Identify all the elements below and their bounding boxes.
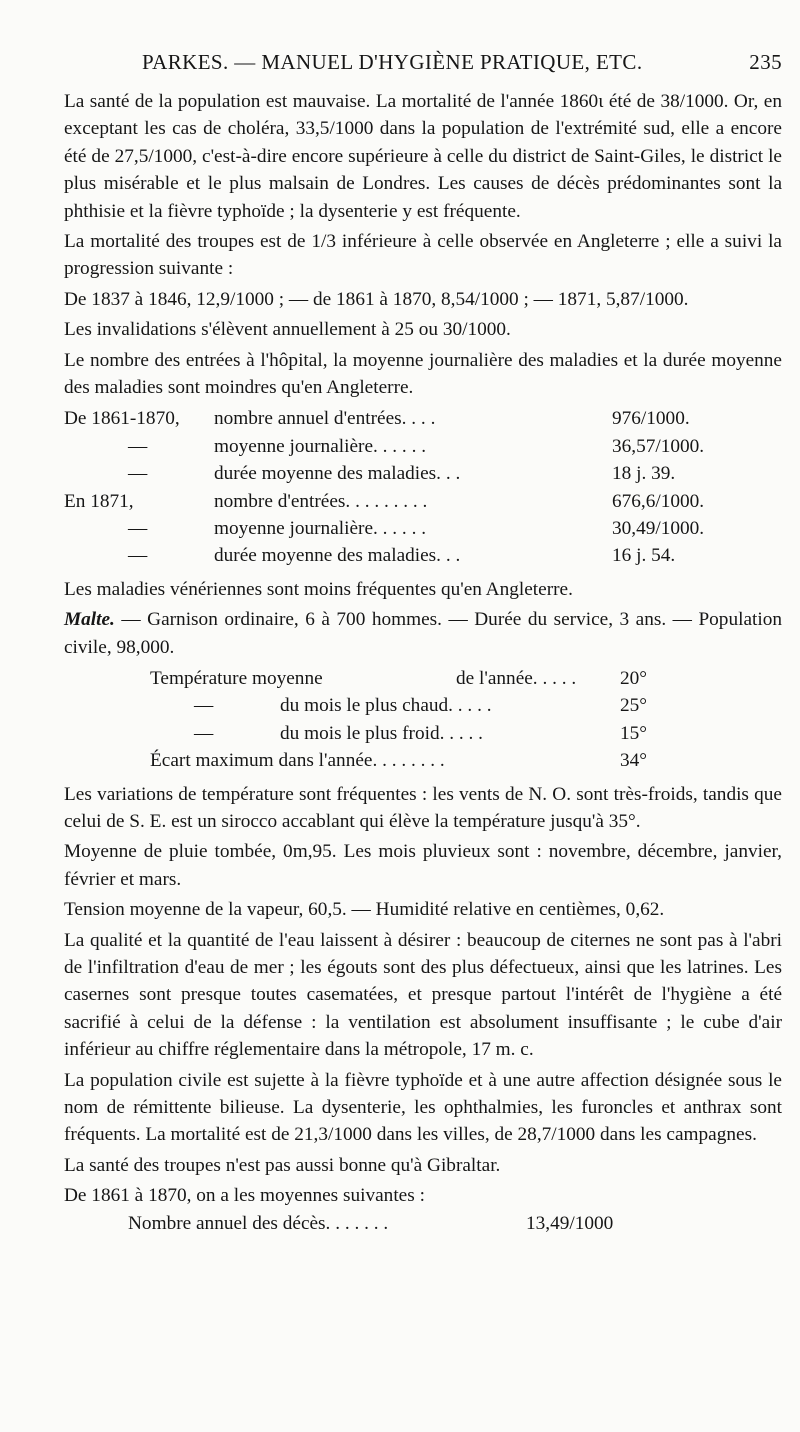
row-period: — — [128, 518, 148, 540]
paragraph-7 — [64, 606, 782, 661]
row-prefix: Température moyenne — [150, 668, 323, 690]
paragraph-10: Tension moyenne de la vapeur, 60,5. — Humidité relative en centièmes, 0,62. — [64, 899, 665, 921]
row-label: de l'année. . . . . — [456, 668, 577, 690]
row-label: du mois le plus froid. . . . . — [280, 722, 483, 744]
row-label: moyenne journalière. . . . . . — [214, 435, 427, 457]
row-label: nombre annuel d'entrées. . . . — [214, 408, 436, 430]
paragraph-7-text: — Garnison ordinaire, 6 à 700 hommes. — Durée du service, 3 ans. — Population civile, 98,000. — [64, 609, 782, 658]
row-label: nombre d'entrées. . . . . . . . . — [214, 490, 428, 512]
table-row — [64, 460, 782, 487]
paragraph-2: La mortalité des troupes est de 1/3 inférieure à celle observée en Angleterre ; elle a suivi la progression suivante : — [64, 231, 782, 280]
table-row — [64, 433, 782, 460]
table-row — [64, 542, 782, 569]
row-value: 13,49/1000 — [526, 1212, 614, 1234]
row-value: 15° — [620, 722, 647, 744]
row-period: — — [128, 545, 148, 567]
paragraph-5: Le nombre des entrées à l'hôpital, la moyenne journalière des maladies et la durée moyenne des maladies sont moindres qu'en Angleterre. — [64, 349, 782, 399]
row-label: Nombre annuel des décès. . . . . . . — [128, 1212, 389, 1234]
paragraph-6: Les maladies vénériennes sont moins fréquentes qu'en Angleterre. — [64, 578, 573, 600]
row-value: 16 j. 54. — [612, 545, 676, 567]
temperature-table — [64, 665, 782, 775]
row-label: durée moyenne des maladies. . . — [214, 545, 461, 567]
page-number: 235 — [749, 50, 782, 74]
paragraph-13: La santé des troupes n'est pas aussi bonne qu'à Gibraltar. — [64, 1154, 501, 1176]
paragraph-8: Les variations de température sont fréquentes : les vents de N. O. sont très-froids, tandis que celui de S. E. est un sirocco accablant qui élève la température jusqu'à 35°. — [64, 783, 782, 832]
row-period: — — [128, 435, 148, 457]
row-prefix: — — [194, 695, 214, 717]
row-value: 676,6/1000. — [612, 490, 705, 512]
row-label: durée moyenne des maladies. . . — [214, 463, 461, 485]
hospital-table — [64, 405, 782, 569]
table-row — [64, 405, 782, 432]
table-row — [64, 747, 782, 774]
paragraph-4: Les invalidations s'élèvent annuellement à 25 ou 30/1000. — [64, 319, 511, 341]
table-row — [64, 665, 782, 692]
table-row — [64, 692, 782, 719]
row-prefix: — — [194, 722, 214, 744]
row-value: 34° — [620, 750, 647, 772]
paragraph-3: De 1837 à 1846, 12,9/1000 ; — de 1861 à 1870, 8,54/1000 ; — 1871, 5,87/1000. — [64, 288, 689, 310]
table-row — [64, 720, 782, 747]
section-title-malte: Malte. — [64, 609, 115, 631]
paragraph-14: De 1861 à 1870, on a les moyennes suivantes : — [64, 1185, 425, 1207]
running-title: PARKES. — MANUEL D'HYGIÈNE PRATIQUE, ETC. — [142, 50, 643, 74]
paragraph-11: La qualité et la quantité de l'eau laissent à désirer : beaucoup de citernes ne sont pas à l'abri de l'infiltration d'eau de mer ; les égouts sont des plus défectueux, ainsi que les latrines. Les casernes sont presque toutes casematées, et presque partout l'intérêt de l'hygiène a été sacrifié à celui de la défense : la ventilation est absolument insuffisante ; le cube d'air inférieur au chiffre réglementaire dans la métropole, 17 m. c. — [64, 929, 782, 1061]
paragraph-1: La santé de la population est mauvaise. La mortalité de l'année 1860ι été de 38/1000. Or, en exceptant les cas de choléra, 33,5/1000 dans la population de l'extrémité sud, elle a encore été de 27,5/1000, c'est-à-dire encore supérieure à celle du district de Saint-Giles, le district le plus misérable et le plus malsain de Londres. Les causes de décès prédominantes sont la phthisie et la fièvre typhoïde ; la dysenterie y est fréquente. — [64, 91, 782, 222]
row-label: moyenne journalière. . . . . . — [214, 518, 427, 540]
row-period: En 1871, — [64, 490, 134, 512]
paragraph-12: La population civile est sujette à la fièvre typhoïde et à une autre affection désignée sous le nom de rémittente bilieuse. La dysenterie, les ophthalmies, les furoncles et anthrax sont fréquents. La mortalité est de 21,3/1000 dans les villes, de 28,7/1000 dans les campagnes. — [64, 1069, 782, 1146]
row-value: 976/1000. — [612, 408, 690, 430]
row-value: 20° — [620, 668, 647, 690]
row-value: 36,57/1000. — [612, 435, 705, 457]
row-prefix: Écart maximum dans l'année. . . . . . . . — [150, 750, 445, 772]
row-value: 30,49/1000. — [612, 518, 705, 540]
table-row — [64, 515, 782, 542]
row-label: du mois le plus chaud. . . . . — [280, 695, 492, 717]
table-row — [64, 488, 782, 515]
deaths-row — [64, 1213, 782, 1240]
row-period: — — [128, 463, 148, 485]
paragraph-9: Moyenne de pluie tombée, 0m,95. Les mois pluvieux sont : novembre, décembre, janvier, février et mars. — [64, 841, 782, 890]
row-value: 18 j. 39. — [612, 463, 676, 485]
row-period: De 1861-1870, — [64, 408, 180, 430]
page-body — [64, 88, 782, 1240]
row-value: 25° — [620, 695, 647, 717]
